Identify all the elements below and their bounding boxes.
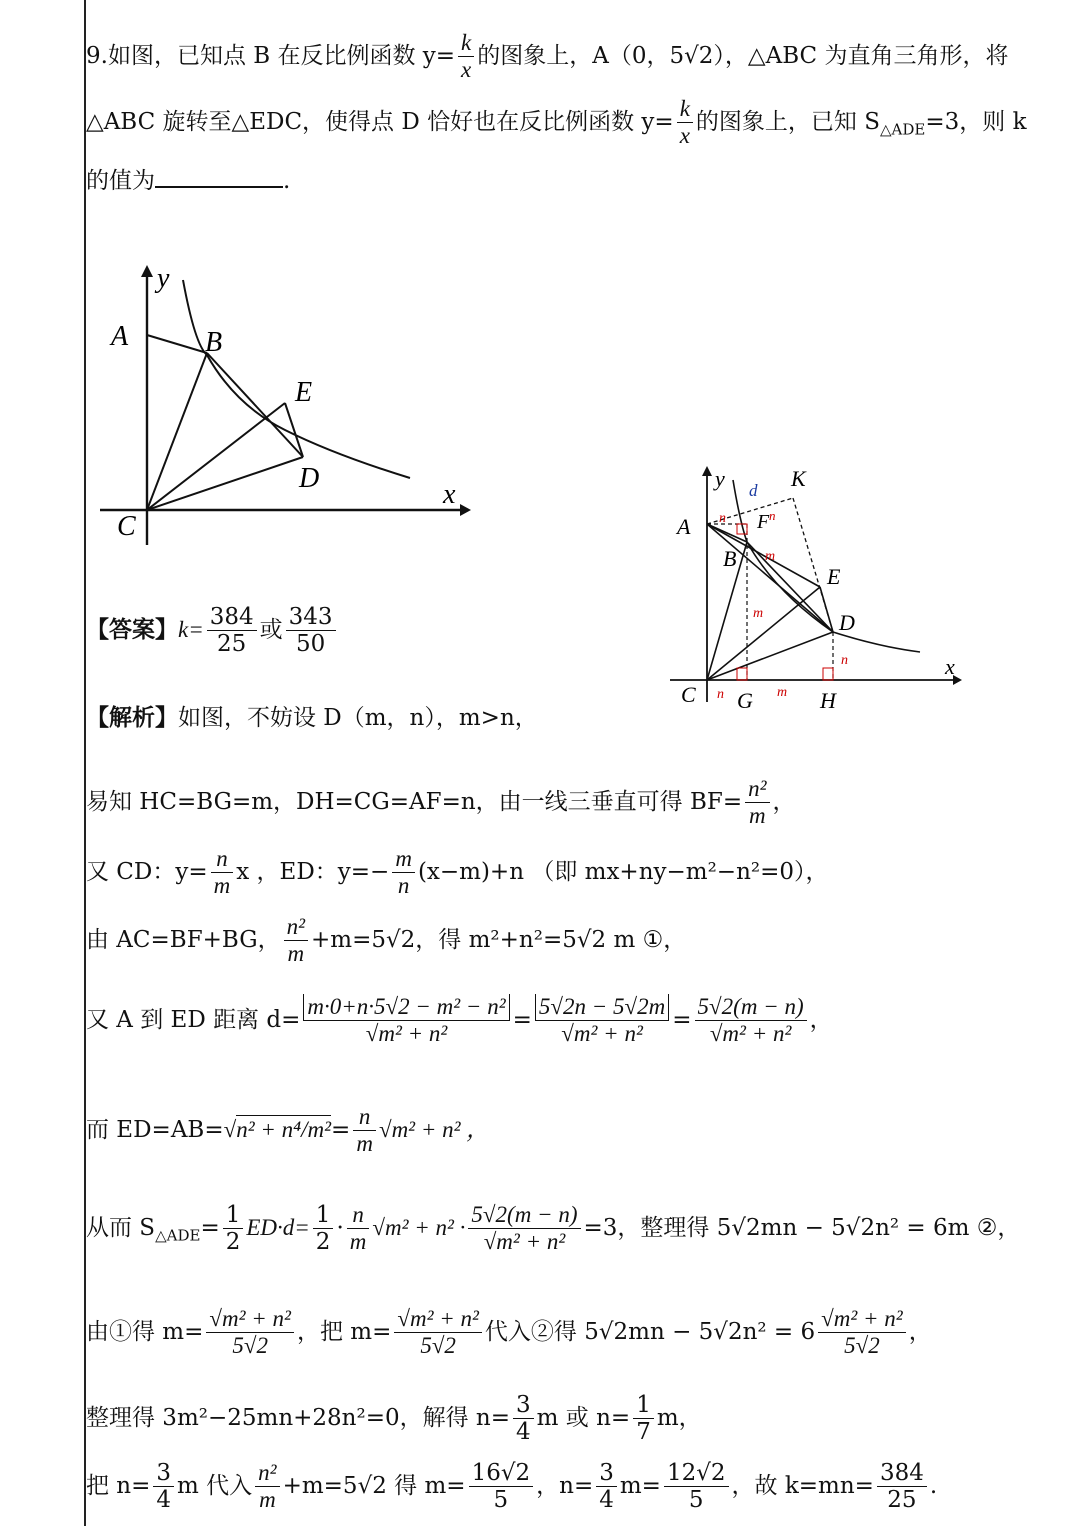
fig2-label-B: B [723, 546, 737, 571]
fig2-label-F: F [757, 511, 770, 533]
fig2-label-m-bf: m [765, 549, 776, 564]
fraction-k-over-x: $\frac{k}{x}$ [677, 96, 693, 150]
fig2-label-H: H [820, 688, 836, 713]
fig2-label-D: D [839, 610, 855, 635]
problem-text: 9.如图，已知点 B 在反比例函数 y= [86, 42, 456, 69]
solution-line-6: 而 ED=AB=√n² + n⁴/m²= $\frac{n}{m}$ √m² + n² ， [86, 1104, 490, 1157]
answer-line: 【答案】k= $\frac{384}{25}$ 或 $\frac{343}{50}$ [86, 604, 339, 658]
solution-line-1: 【解析】如图，不妨设 D（m，n），m>n， [86, 704, 538, 731]
solution-label: 【解析】 [86, 704, 178, 731]
figure-1 [95, 265, 475, 555]
solution-line-3: 又 CD：y= $\frac{n}{m}$ x ，ED：y=− $\frac{m}{n}$ (x−m)+n （即 mx+ny−m²−n²=0）， [86, 846, 829, 899]
answer-blank [155, 186, 283, 188]
problem-line-2: △ABC 旋转至△EDC，使得点 D 恰好也在反比例函数 y= $\frac{k}{x}$ 的图象上，已知 $S_{\triangle ADE}=3$，则 k [86, 96, 1027, 149]
fig2-label-n-f: n [769, 508, 776, 523]
fig2-label-m-gh: m [777, 685, 788, 700]
fig1-label-E: E [295, 377, 313, 408]
fig1-label-C: C [117, 511, 136, 542]
fig1-label-y: y [157, 265, 170, 294]
page-margin-line [84, 0, 86, 1526]
solution-line-5: 又 A 到 ED 距离 d= $\frac{\text{m·0+n·5√2 − m² − n²}}{\text{√m² + n²}}$ = $\frac{5√2n - 5√2m}{\text{√m² + n²}}$ = $\frac{5√2(m - n)}{\text{√m² + n²}}$ ， [86, 994, 833, 1047]
figure-2 [665, 462, 965, 717]
solution-line-10: 把 n= $\frac{3}{4}$ m 代入 $\frac{\text{n²}}{m}$ +m=5√2 得 m= $\frac{16√2}{5}$ ，n= $\frac{3}{4}$ m= $\frac{12√2}{5}$ ，故 k=mn= $\frac{384}{25}$ . [86, 1460, 938, 1514]
solution-line-2: 易知 HC=BG=m，DH=CG=AF=n，由一线三垂直可得 BF= $\frac{\text{n²}}{m}$ ， [86, 776, 796, 829]
fig2-label-G: G [737, 688, 753, 713]
fig2-label-m-bg: m [753, 606, 764, 621]
fig2-label-n-cg: n [717, 687, 724, 702]
fig2-label-y: y [715, 466, 725, 491]
fig2-label-d: d [749, 481, 758, 500]
solution-line-7: 从而 $S_{\triangle ADE}=$ $\frac{1}{2}$ ED·d= $\frac{1}{2}$ · $\frac{n}{m}$ √m² + n² · $\frac{5√2(m - n)}{\text{√m² + n²}}$ =3，整理得 5√2mn − 5√2n² = 6m ②， [86, 1202, 1021, 1256]
fig2-label-E: E [827, 564, 841, 589]
fig2-label-n-af: n [719, 511, 726, 526]
solution-line-8: 由①得 m= $\frac{\text{√m² + n²}}{5√2}$ ，把 m= $\frac{\text{√m² + n²}}{5√2}$ 代入②得 5√2mn − 5√2n² = 6 $\frac{\text{√m² + n²}}{5√2}$ ， [86, 1306, 932, 1359]
answer-label: 【答案】 [86, 615, 178, 643]
fig2-label-n-dh: n [841, 653, 848, 668]
fraction-k-over-x: $\frac{k}{x}$ [458, 30, 474, 84]
problem-line-1: 9.如图，已知点 B 在反比例函数 y= $\frac{k}{x}$ 的图象上，A（0，5√2），△ABC 为直角三角形，将 [86, 30, 1009, 83]
fig1-label-B: B [205, 327, 223, 358]
solution-line-9: 整理得 3m²−25mn+28n²=0，解得 n= $\frac{3}{4}$ m 或 n= $\frac{1}{7}$ m， [86, 1392, 702, 1446]
fig2-label-x: x [945, 654, 955, 679]
fig2-label-K: K [791, 466, 806, 491]
fig1-label-D: D [299, 463, 320, 494]
solution-line-4: 由 AC=BF+BG， $\frac{\text{n²}}{m}$ +m=5√2，得 m²+n²=5√2 m ①， [86, 914, 687, 967]
fig1-label-A: A [111, 321, 129, 352]
problem-line-3: 的值为 . [86, 168, 291, 194]
fig2-label-A: A [677, 514, 691, 539]
fig2-label-C: C [681, 682, 696, 707]
fig1-label-x: x [443, 479, 456, 510]
